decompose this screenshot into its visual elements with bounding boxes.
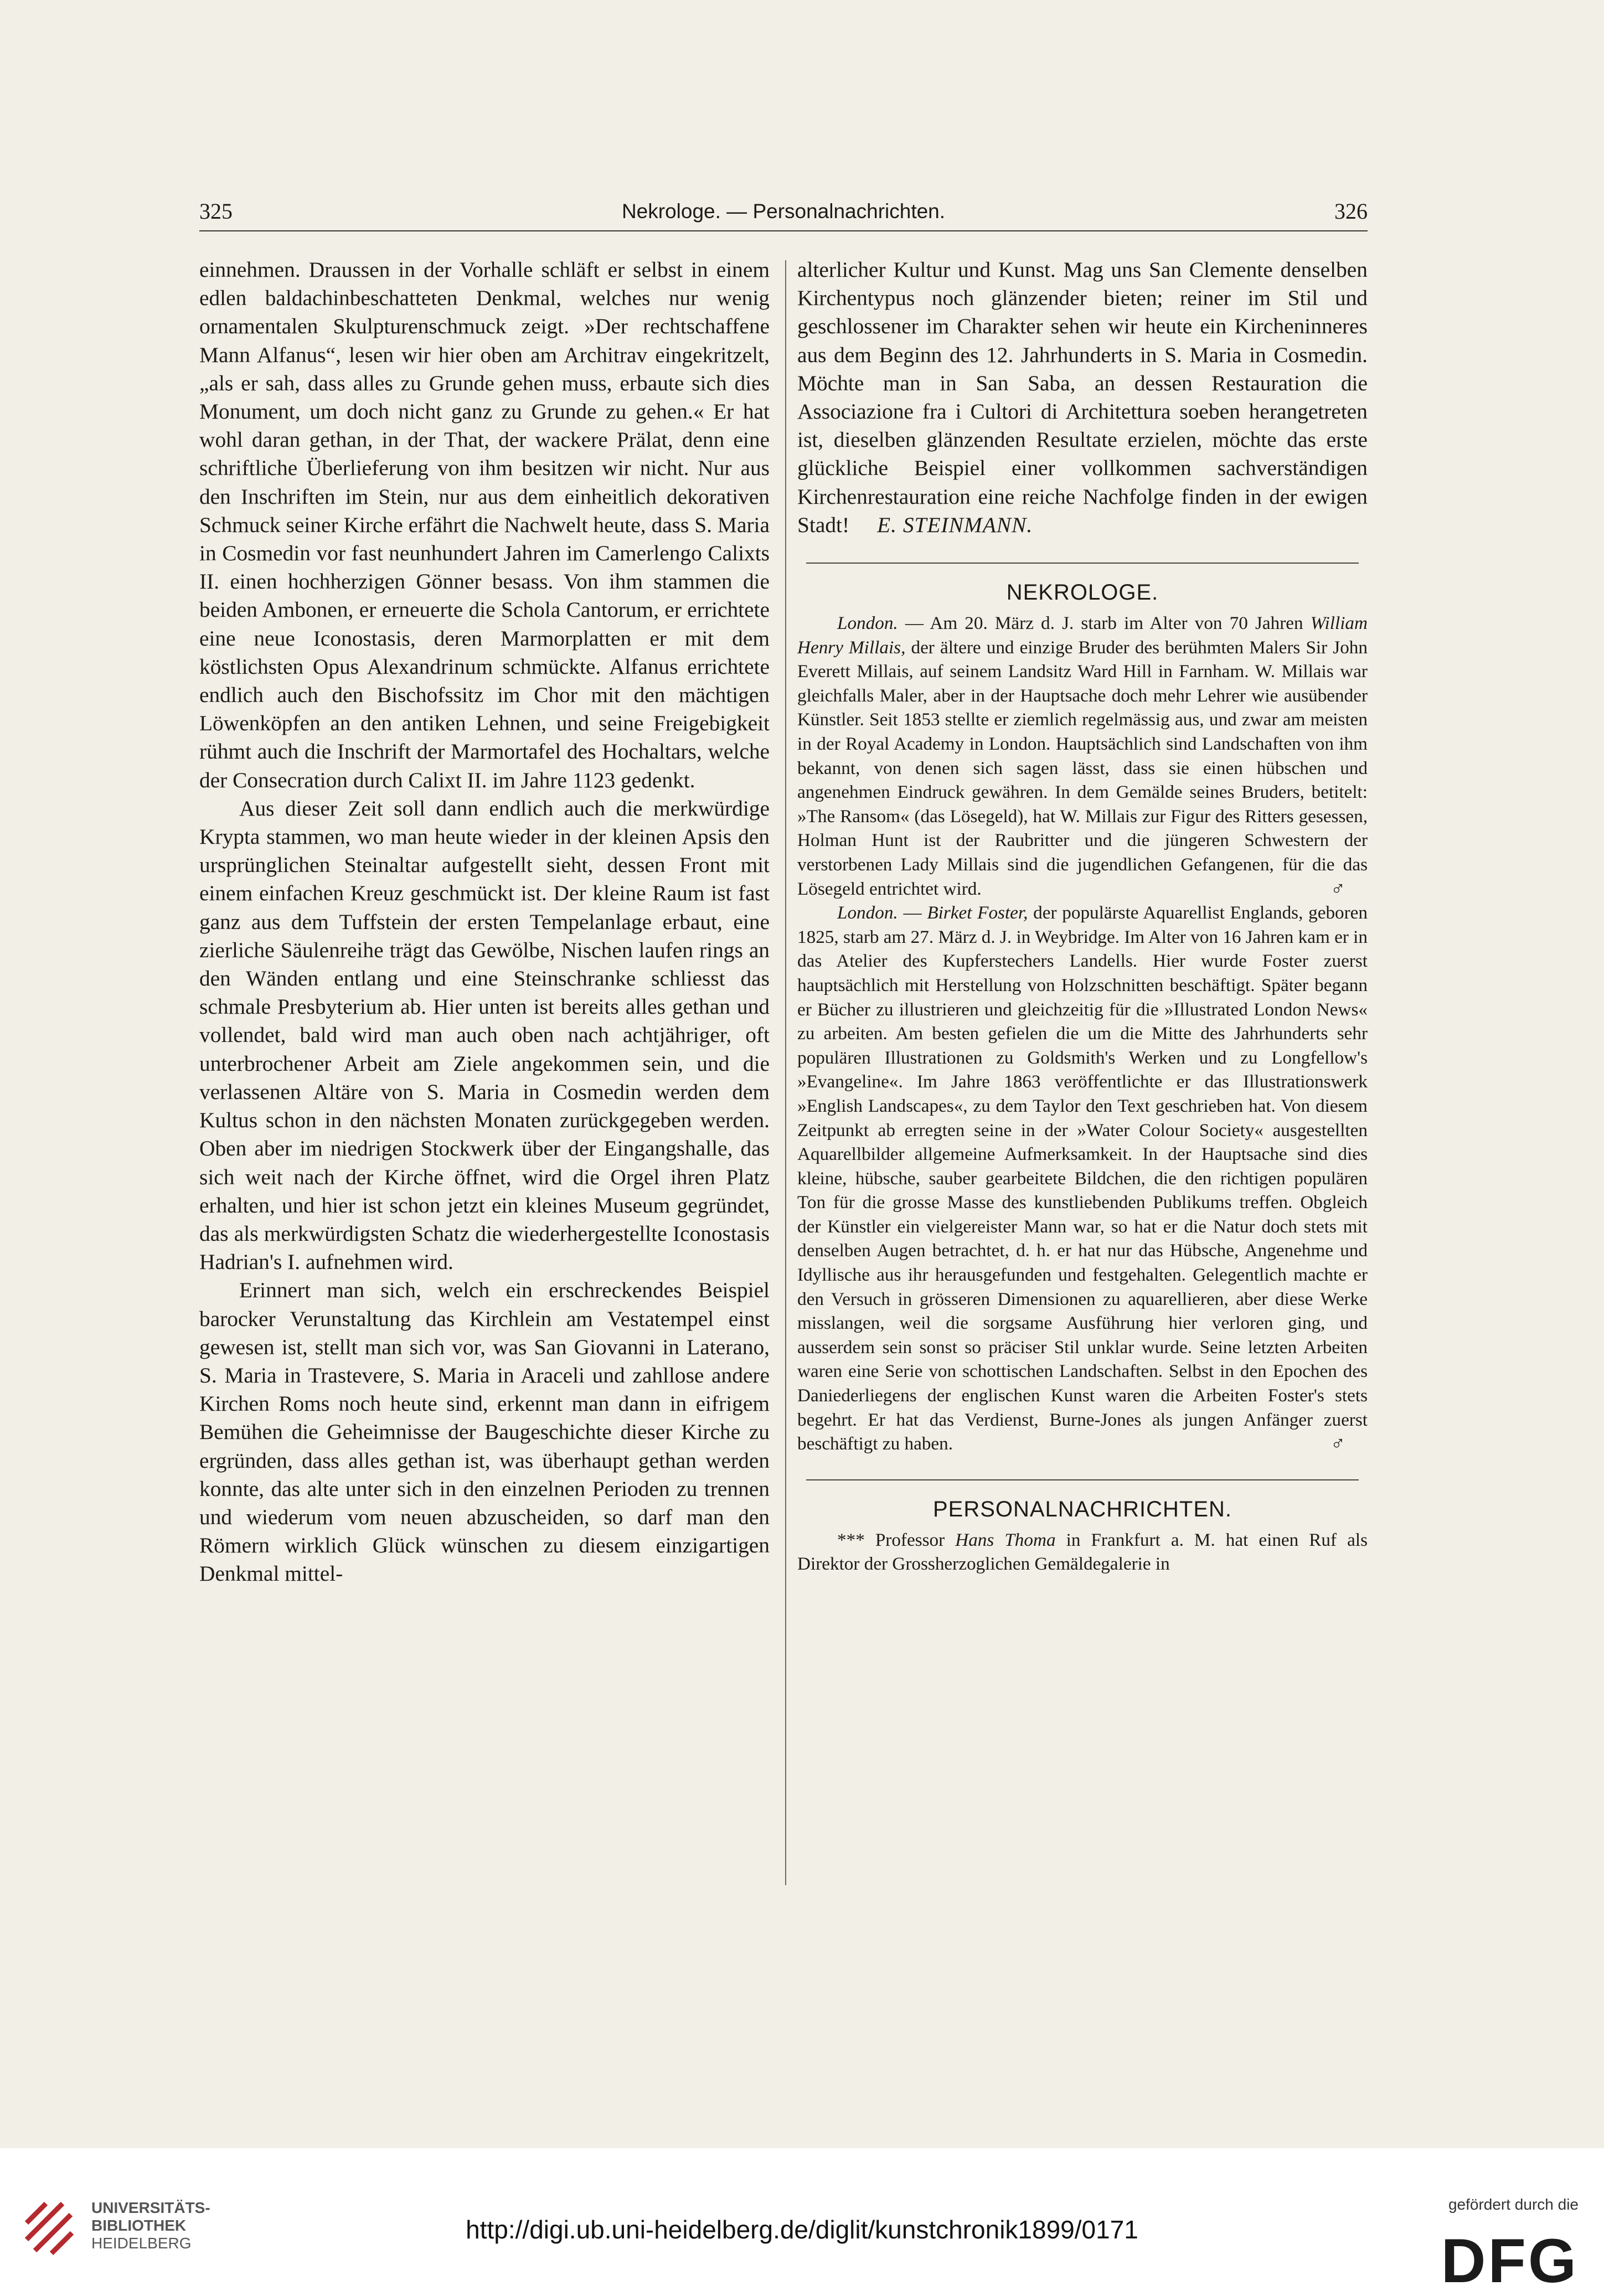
column-divider bbox=[785, 260, 786, 1885]
paragraph: Aus dieser Zeit soll dann endlich auch die merkwürdige Krypta stammen, wo man heute wieder in der kleinen Apsis den ursprünglichen Steinaltar aufgestellt sieht, dessen Front mit einem einfachen Kreuz geschmückt ist. Der kleine Raum ist fast ganz aus dem Tuffstein der ersten Tempelanlage erbaut, eine zierliche Säulenreihe trägt das Gewölbe, Nischen laufen rings an den Wänden entlang und eine Steinschranke schliesst das schmale Presbyterium ab. Hier unten ist bereits alles gethan und vollendet, bald wird man auch oben nach achtjähriger, oft unterbrochener Arbeit am Ziele angekommen sein, und die verlassenen Altäre von S. Maria in Cosmedin werden dem Kultus schon in den nächsten Monaten zurückgegeben werden. Oben aber im niedrigen Stockwerk über der Eingangshalle, das sich weit nach der Kirche öffnet, wird die Orgel ihren Platz erhalten, und hier ist schon jetzt ein kleines Museum gegründet, das als merkwürdigsten Schatz die wiederhergestellte Iconostasis Hadrian's I. aufnehmen wird. bbox=[199, 796, 770, 1275]
library-name-line: HEIDELBERG bbox=[91, 2235, 192, 2252]
running-title: Nekrologe. — Personalnachrichten. bbox=[621, 200, 946, 223]
page-number-left: 325 bbox=[199, 199, 233, 224]
section-title-personalnachrichten: PERSONALNACHRICHTEN. bbox=[932, 1497, 1232, 1521]
obituary-entry bbox=[797, 901, 1368, 1456]
right-column bbox=[797, 256, 1368, 1576]
place-name: London. bbox=[837, 902, 898, 923]
entry-text: in Frankfurt a. M. hat einen Ruf als Direktor der Grossherzoglichen Gemäldegalerie in bbox=[797, 1529, 1368, 1575]
entry-text: der populärste Aquarellist Englands, geboren 1825, starb am 27. März d. J. in Weybridge. Im Alter von 16 Jahren kam er in das Atelier des Kupferstechers Landells. Hier wurde Foster zuerst hauptsächlich mit Herstellung von Holzschnitten beschäftigt. Später begann er Bücher zu illustrieren und gleichzeitig für die »Illustrated London News« zu arbeiten. Am besten gefielen die um die Mitte des Jahrhunderts sehr populären Illustrationen zu Goldsmith's Werken und zu Longfellow's »Evangeline«. Im Jahre 1863 veröffentlichte er das Illustrationswerk »English Landscapes«, zu dem Taylor den Text geschrieben hat. Von diesem Zeitpunkt ab erregten seine in der »Water Colour Society« ausgestellten Aquarellbilder allgemeine Aufmerksamkeit. In der Hauptsache sind dies kleine, hübsche, sauber gearbeitete Bildchen, die den richtigen populären Ton für die grosse Masse des kunstliebenden Publikums treffen. Obgleich der Künstler ein vielgereister Mann war, so hat er die Natur doch stets mit denselben Augen betrachtet, d. h. er hat nur das Hübsche, Angenehme und Idyllische aus ihr herausgefunden und festgehalten. Gelegentlich machte er den Versuch in grösseren Dimensionen zu aquarellieren, aber diese Werke misslangen, weil die sorgsame Ausführung hier verloren ging, und ausserdem sein sonst so präciser Stil unklar wurde. Seine letzten Arbeiten waren eine Serie von schottischen Landschaften. Selbst in den Epochen des Daniederliegens der englischen Kunst waren die Arbeiten Foster's stets begehrt. Er hat das Verdienst, Burne-Jones als jungen Anfänger zuerst beschäftigt zu haben. bbox=[797, 902, 1368, 1454]
obituary-entry bbox=[797, 611, 1368, 901]
permalink-url[interactable]: http://digi.ub.uni-heidelberg.de/diglit/kunstchronik1899/0171 bbox=[466, 2215, 1138, 2244]
entry-text: — bbox=[898, 902, 927, 923]
person-name: Hans Thoma bbox=[955, 1529, 1056, 1550]
author-mark-icon: ♂ bbox=[1330, 1432, 1345, 1455]
library-name-line: BIBLIOTHEK bbox=[91, 2217, 187, 2234]
author-signature: E. STEINMANN. bbox=[877, 512, 1033, 537]
library-name-line: UNIVERSITÄTS- bbox=[91, 2199, 210, 2216]
sponsor-text: gefördert durch die bbox=[1448, 2196, 1579, 2213]
person-name: William Henry Millais, bbox=[797, 613, 1368, 658]
paragraph bbox=[797, 256, 1368, 539]
header-rule bbox=[199, 230, 1368, 231]
digitization-footer bbox=[0, 2148, 1604, 2296]
place-name: London. bbox=[837, 613, 898, 634]
section-title-nekrologe: NEKROLOGE. bbox=[1006, 580, 1159, 605]
personal-news-entry bbox=[797, 1528, 1368, 1576]
entry-text: Professor bbox=[875, 1529, 956, 1550]
section-rule bbox=[806, 563, 1359, 564]
page-header bbox=[199, 195, 1368, 228]
section-rule bbox=[806, 1479, 1359, 1480]
left-column bbox=[199, 256, 770, 1588]
entry-text: der ältere und einzige Bruder des berühmten Malers Sir John Everett Millais, auf seinem Landsitz Ward Hill in Farnham. W. Millais war gleichfalls Maler, aber in der Hauptsache doch mehr Lehrer wie ausübender Künstler. Seit 1853 stellte er ziemlich regelmässig aus, und zwar am meisten in der Royal Academy in London. Hauptsächlich sind Landschaften von ihm bekannt, von denen sich sagen lässt, dass sie einen hübschen und angenehmen Eindruck gewähren. In dem Gemälde seines Bruders, betitelt: »The Ransom« (das Lösegeld), hat W. Millais zur Figur des Ritters gesessen, Holman Hunt ist der Raubritter und die jüngeren Schwestern der verstorbenen Lady Millais sind die jugendlichen Gefangenen, für die das Lösegeld entrichtet wird. bbox=[797, 637, 1368, 899]
paragraph: einnehmen. Draussen in der Vorhalle schläft er selbst in einem edlen baldachinbeschatteten Denkmal, welches nur wenig ornamentalen Skulpturenschmuck zeigt. »Der rechtschaffene Mann Alfanus“, lesen wir hier oben am Architrav eingekritzelt, „als er sah, dass alles zu Grunde gehen muss, erbaute sich dies Monument, um doch nicht ganz zu Grunde zu gehen.« Er hat wohl daran gethan, in der That, der wackere Prälat, denn eine schriftliche Überlieferung von ihm besitzen wir nicht. Nur aus den Inschriften im Stein, nur aus dem einheitlich dekorativen Schmuck seiner Kirche erfährt die Nachwelt heute, dass S. Maria in Cosmedin vor fast neunhundert Jahren im Camerlengo Calixts II. einen hochherzigen Gönner besass. Von ihm stammen die beiden Ambonen, er erneuerte die Schola Cantorum, er errichtete eine neue Iconostasis, deren Marmorplatten er mit dem köstlichsten Opus Alexandrinum schmückte. Alfanus errichtete endlich auch den Bischofssitz im Chor mit den mächtigen Löwenköpfen an den antiken Lehnen, und seine Freigebigkeit rühmt auch die Inschrift der Marmortafel des Hochaltars, welche der Consecration durch Calixt II. im Jahre 1123 gedenkt. bbox=[199, 257, 770, 792]
entry-text: — Am 20. März d. J. starb im Alter von 70 Jahren bbox=[898, 613, 1311, 634]
dfg-logo[interactable]: DFG bbox=[1441, 2226, 1579, 2295]
asterism-marker: *** bbox=[837, 1529, 875, 1550]
person-name: Birket Foster, bbox=[927, 902, 1028, 923]
paragraph: Erinnert man sich, welch ein erschreckendes Beispiel barocker Verunstaltung das Kirchlein am Vestatempel einst gewesen ist, stellt man sich vor, was San Giovanni in Laterano, S. Maria in Trastevere, S. Maria in Araceli und zahllose andere Kirchen Roms noch heute sind, erkennt man dann in eifrigem Bemühen die Geheimnisse der Baugeschichte dieser Kirche zu ergründen, dass alles gethan ist, was überhaupt gethan werden konnte, das alte unter sich in den einzelnen Perioden zu trennen und wiederum vom neuen abzuscheiden, so darf man den Römern wirklich Glück wünschen zu diesem einzigartigen Denkmal mittel- bbox=[199, 1278, 770, 1586]
paragraph-text: alterlicher Kultur und Kunst. Mag uns San Clemente denselben Kirchentypus noch glänzender bieten; reiner im Stil und geschlossener im Charakter sehen wir heute ein Kircheninneres aus dem Beginn des 12. Jahrhunderts in S. Maria in Cosmedin. Möchte man in San Saba, an dessen Restauration die Associazione fra i Cultori di Architettura soeben herangetreten ist, dieselben glänzenden Resultate erzielen, möchte das erste glückliche Beispiel einer vollkommen sachverständigen Kirchenrestauration eine reiche Nachfolge finden in der ewigen Stadt! bbox=[797, 257, 1368, 537]
page-number-right: 326 bbox=[1334, 199, 1368, 224]
author-mark-icon: ♂ bbox=[1330, 877, 1345, 900]
